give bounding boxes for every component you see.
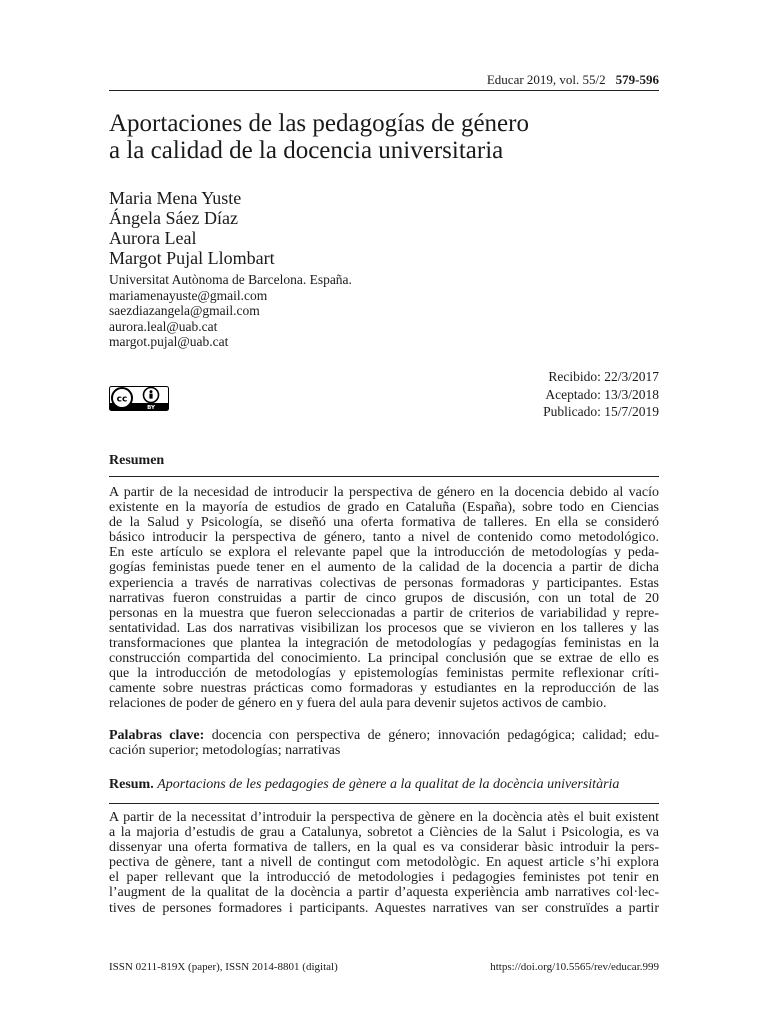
abstract-line: relaciones de poder de género en y fuera del aula para devenir sujetos activos de cambio. xyxy=(109,696,607,712)
author-list xyxy=(109,188,275,268)
abstract-line: gogías feministas puede tener en el aumento de la calidad de la docencia a partir de dicha xyxy=(109,560,659,576)
cc-label: cc xyxy=(116,394,128,405)
abstract-line: l’augment de la qualitat de la docència a partir d’aquesta experiència amb narratives col·lec- xyxy=(109,885,659,901)
abstract-line: A partir de la necesidad de introducir la perspectiva de género en la docencia debido al vacío xyxy=(109,485,659,500)
abstract-line: sentatividad. Las dos narrativas visibilizan los procesos que se vivieron en los talleres y las xyxy=(109,620,659,636)
abstract-line: construcción compartida del conocimiento. La principal conclusión que se extrae de ello es xyxy=(109,651,659,667)
abstract-line: pectiva de gènere, tant a nivell de contingut com metodològic. En aquest article s’hi explora xyxy=(109,855,659,871)
abstract-line: A partir de la necessitat d’introduir la perspectiva de gènere en la docència atès el buit existent xyxy=(109,810,659,825)
article-title xyxy=(109,110,659,164)
title-line: Aportaciones de las pedagogías de género xyxy=(109,110,529,137)
abstract-line: narrativas fueron construidas a partir de cinco grupos de discusión, con un total de 20 xyxy=(109,590,659,606)
abstract-line: camente sobre nuestras prácticas como formadoras y estudiantes en la reproducción de las xyxy=(109,681,659,697)
abstract-line: personas en la muestra que fueron seleccionadas a partir de criterios de variabilidad y repre- xyxy=(109,605,659,621)
running-header xyxy=(487,72,659,88)
affiliation-block xyxy=(109,272,352,350)
abstract-line: a la majoria d’estudis de grau a Catalunya, sobretot a Ciències de la Salut i Psicologia, es va xyxy=(109,825,659,841)
resum-heading xyxy=(109,777,619,793)
resumen-rule xyxy=(109,476,659,477)
resum-rule xyxy=(109,803,659,804)
cc-by-icon xyxy=(109,386,169,411)
abstract-line: experiencia a través de narrativas colectivas de personas formadoras y participantes. Estas xyxy=(109,575,659,591)
journal-info: Educar 2019, vol. 55/2 xyxy=(486,72,606,87)
abstract-line: el paper rellevant que la introducció de metodologies i pedagogies feministes pot tenir en xyxy=(109,870,659,886)
abstract-line: básico introducir la perspectiva de género, tanto a nivel de contenido como metodológico. xyxy=(109,530,659,546)
resum-abstract xyxy=(109,810,659,916)
keywords-line: cación superior; metodologías; narrativas xyxy=(109,743,341,759)
author-name: Margot Pujal Llombart xyxy=(109,248,275,268)
resumen-heading: Resumen xyxy=(109,453,165,468)
resum-label: Resum. xyxy=(109,777,154,792)
keywords-text: docencia con perspectiva de género; innovación pedagógica; calidad; edu- xyxy=(211,728,659,743)
abstract-line: En este artículo se explora el relevante papel que la introducción de metodologías y peda- xyxy=(109,545,659,561)
keywords-line xyxy=(109,728,659,743)
date-received: Recibido: 22/3/2017 xyxy=(548,369,659,384)
author-name: Aurora Leal xyxy=(109,228,197,248)
affiliation: Universitat Autònoma de Barcelona. España. xyxy=(109,272,352,287)
keywords xyxy=(109,728,659,758)
abstract-line: que la introducción de metodologías y epistemologías feministas permite reflexionar críti- xyxy=(109,666,659,682)
resumen-abstract xyxy=(109,485,659,711)
abstract-line: dissenyar una oferta formativa de tallers, en la qual es va considerar bàsic introduir la pers- xyxy=(109,840,659,856)
by-label: BY xyxy=(147,405,155,411)
dates-block xyxy=(543,368,659,421)
abstract-line: transformaciones que plantea la integración de metodologías y pedagogías feministas en la xyxy=(109,635,659,651)
email-link[interactable]: aurora.leal@uab.cat xyxy=(109,318,218,334)
abstract-line: de la Salud y Psicología, se diseñó una oferta formativa de talleres. En ella se consideró xyxy=(109,515,659,531)
author-name: Ángela Sáez Díaz xyxy=(109,208,238,228)
header-rule xyxy=(109,90,659,91)
page-range: 579-596 xyxy=(615,72,659,87)
footer-doi-link[interactable]: https://doi.org/10.5565/rev/educar.999 xyxy=(490,961,659,973)
date-published: Publicado: 15/7/2019 xyxy=(543,404,659,419)
abstract-line: existente en la mayoría de estudios de grado en Cataluña (España), sobre todo en Ciencias xyxy=(109,500,659,516)
keywords-label: Palabras clave: xyxy=(109,728,205,743)
author-name: Maria Mena Yuste xyxy=(109,188,242,208)
footer-issn: ISSN 0211-819X (paper), ISSN 2014-8801 (digital) xyxy=(109,961,338,973)
email-link[interactable]: saezdiazangela@gmail.com xyxy=(109,303,260,318)
title-line: a la calidad de la docencia universitaria xyxy=(109,137,504,164)
abstract-line: tives de persones formadores i participants. Aquestes narratives van ser construïdes a partir xyxy=(109,900,659,916)
date-accepted: Aceptado: 13/3/2018 xyxy=(545,386,659,402)
email-link[interactable]: margot.pujal@uab.cat xyxy=(109,334,229,349)
email-link[interactable]: mariamenayuste@gmail.com xyxy=(109,287,268,303)
resum-title: Aportacions de les pedagogies de gènere a la qualitat de la docència universitària xyxy=(157,777,620,792)
